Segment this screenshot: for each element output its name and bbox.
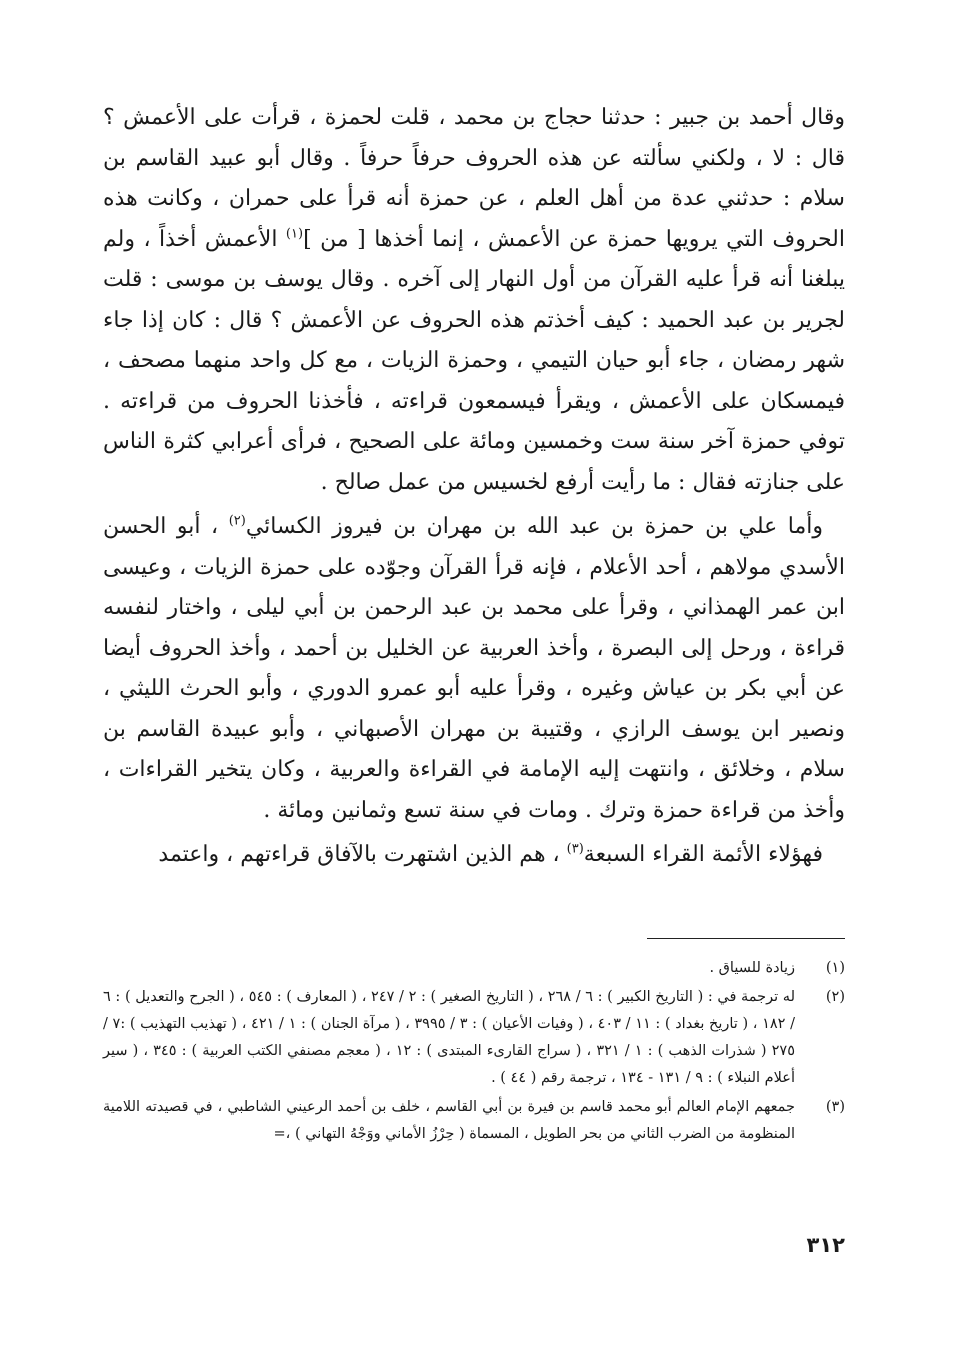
footnote-number: (٢) <box>825 989 845 1005</box>
footnotes-section <box>103 955 845 1150</box>
footnote-number: (٣) <box>825 1099 845 1115</box>
footnote-number: (١) <box>825 960 845 976</box>
footnote-text: له ترجمة في : ( التاريخ الكبير ) : ٦ / ٢٦٨ ، ( التاريخ الصغير ) : ٢ / ٢٤٧ ، ( المعارف ) : ٥٤٥ ، ( الجرح والتعديل ) : ٦ / ١٨٢ ، ( تاريخ بغداد ) : ١١ / ٤٠٣ ، ( وفيات الأعيان ) : ٣ / ٣٩٩٥ ، ( مرآة الجنان ) : ١ / ٤٢١ ، ( تهذيب التهذيب ) :٧ / ٢٧٥ ( شذرات الذهب ) : ١ / ٣٢١ ، ( سراج القارىء المبتدى ) : ١٢ ، ( معجم مصنفي الكتب العربية ) : ٣٤٥ ، ( سير أعلام النبلاء ) : ٩ / ١٣١ - ١٣٤ ، ترجمة رقم ( ٤٤ ) . <box>103 989 796 1086</box>
paragraph-al-kisai <box>103 507 845 831</box>
page-number: ٣١٢ <box>806 1233 845 1257</box>
paragraph-text: ، هم الذين اشتهرت بالآفاق قراءتهم ، واعتمد <box>158 842 567 867</box>
footnote-3 <box>103 1094 845 1148</box>
main-text <box>103 98 845 876</box>
paragraph-text: فهؤلاء الأئمة القراء السبعة <box>583 842 823 867</box>
paragraph-ahmad-bin-jubair <box>103 98 845 503</box>
paragraph-text: وقال أحمد بن جبير : حدثنا حجاج بن محمد ، قلت لحمزة ، قرأت على الأعمش ؟ قال : لا ، ولكني سألته عن هذه الحروف حرفاً حرفاً . وقال أبو عبيد القاسم بن سلام : حدثني عدة من أهل العلم ، عن حمزة أنه قرأ على حمران ، وكانت هذه الحروف التي يرويها حمزة عن الأعمش ، إنما أخذها [ من ] <box>103 105 845 252</box>
footnote-marker-2[interactable]: (٢) <box>228 513 246 529</box>
footnote-2 <box>103 984 845 1092</box>
paragraph-seven-readers <box>103 835 845 876</box>
footnote-separator <box>647 938 845 939</box>
footnote-text: زيادة للسياق . <box>709 960 795 976</box>
footnote-marker-3[interactable]: (٣) <box>566 841 584 857</box>
paragraph-text: الأعمش أخذاً ، ولم يبلغنا أنه قرأ عليه القرآن من أول النهار إلى آخره . وقال يوسف بن موسى : قلت لجرير بن عبد الحميد : كيف أخذتم هذه الحروف عن الأعمش ؟ قال : كان إذا جاء شهر رمضان ، جاء أبو حيان التيمي ، وحمزة الزيات ، مع كل واحد منهما مصحف ، فيمسكان على الأعمش ، ويقرأ فيسمعون قراءته ، فأخذنا الحروف من قراءته . توفي حمزة آخر سنة ست وخمسين ومائة على الصحيح ، فرأى أعرابي كثرة الناس على جنازته فقال : ما رأيت أرفع لخسيس من عمل صالح . <box>103 226 845 495</box>
footnote-1 <box>103 955 845 982</box>
footnote-marker-1[interactable]: (١) <box>285 226 304 242</box>
paragraph-text: ، أبو الحسن الأسدي مولاهم ، أحد الأعلام ، فإنه قرأ القرآن وجوّده على حمزة الزيات ، وعيسى ابن عمر الهمذاني ، وقرأ على محمد بن عبد الرحمن بن أبي ليلى ، واختار لنفسه قراءة ، ورحل إلى البصرة ، وأخذ العربية عن الخليل بن أحمد ، وأخذ الحروف أيضا عن أبي بكر بن عياش وغيره ، وقرأ عليه أبو عمرو الدوري ، وأبو الحرث الليثي ، ونصير ابن يوسف الرازي ، وقتيبة بن مهران الأصبهاني ، وأبو عبيدة القاسم بن سلام ، وخلائق ، وانتهت إليه الإمامة في القراءة والعربية ، وكان يتخير القراءات ، وأخذ من قراءة حمزة وترك . ومات في سنة تسع وثمانين ومائة . <box>103 514 845 823</box>
footnote-text: جمعهم الإمام العالم أبو محمد قاسم بن فيرة بن أبي القاسم ، خلف بن أحمد الرعيني الشاطبي ، في قصيدته اللامية المنظومة من الضرب الثاني من بحر الطويل ، المسماة ( حِرْزُ الأماني ووَجْهُ التهاني ) ،= <box>103 1099 795 1142</box>
paragraph-text: وأما علي بن حمزة بن عبد الله بن مهران بن فيروز الكسائي <box>245 514 823 539</box>
